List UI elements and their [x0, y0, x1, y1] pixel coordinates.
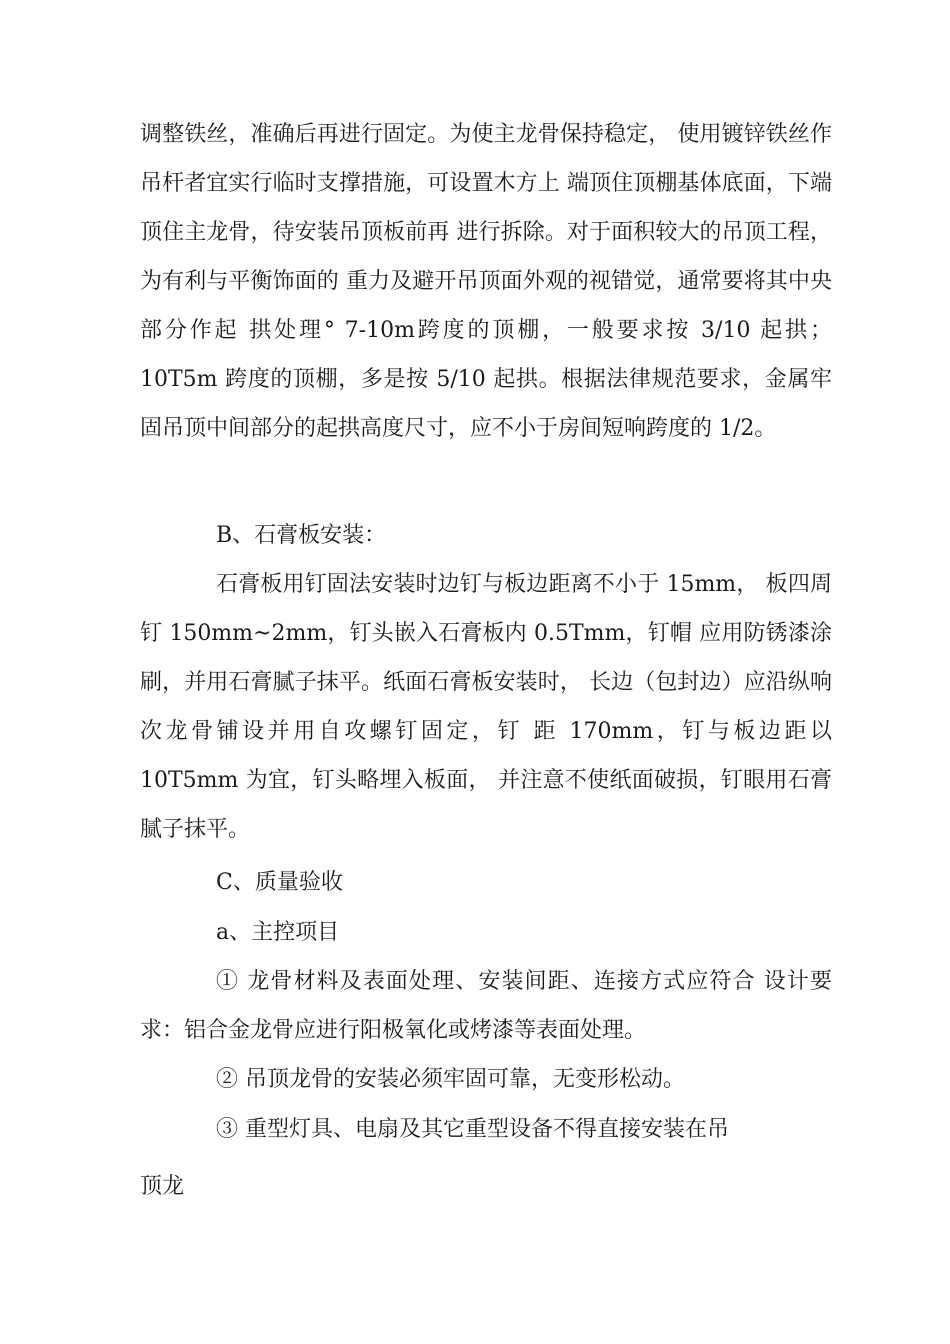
paragraph-gypsum-install: 石膏板用钉固法安装时边钉与板边距离不小于 15mm， 板四周钉 150mm~2mm，钉头嵌入石膏板内 0.5Tmm，钉帽 应用防锈漆涂刷，并用石膏腻子抹平。纸面石膏板安装时， 长边（包封边）应沿纵响次龙骨铺设并用自攻螺钉固定，钉 距 170mm，钉与板边距以 10T5mm 为宜，钉头略埋入板面， 并注意不使纸面破损，钉眼用石膏腻子抹平。 — [140, 572, 832, 842]
body-text-block-1 — [140, 110, 832, 453]
list-item-1: ① 龙骨材料及表面处理、安装间距、连接方式应符合 设计要求：铝合金龙骨应进行阳极氧化或烤漆等表面处理。 — [140, 969, 832, 1043]
list-item-3: ③ 重型灯具、电扇及其它重型设备不得直接安装在吊 — [216, 1117, 729, 1142]
paragraph-ceiling-arch: 调整铁丝，准确后再进行固定。为使主龙骨保持稳定， 使用镀锌铁丝作吊杆者宜实行临时支撑措施，可设置木方上 端顶住顶棚基体底面，下端顶住主龙骨，待安装吊顶板前再 进行拆除。对于面积较大的吊顶工程，为有利与平衡饰面的 重力及避开吊顶面外观的视错觉，通常要将其中央部分作起 拱处理° 7-10m跨度的顶棚，一般要求按 3/10 起拱；10T5m 跨度的顶棚，多是按 5/10 起拱。根据法律规范要求，金属牢 固吊顶中间部分的起拱高度尺寸，应不小于房间短响跨度的 1/2。 — [140, 122, 832, 441]
body-text-block-3 — [140, 560, 832, 854]
body-text-block-9 — [140, 1162, 832, 1211]
body-text-block-5 — [140, 908, 832, 957]
body-text-block-2 — [140, 511, 832, 560]
list-item-3-continuation: 顶龙 — [140, 1174, 185, 1199]
heading-gypsum-install: B、石膏板安装： — [216, 523, 387, 548]
body-text-block-6 — [140, 957, 832, 1055]
heading-main-control-items: a、主控项目 — [216, 920, 340, 945]
list-item-2: ② 吊顶龙骨的安装必须牢固可靠，无变形松动。 — [216, 1067, 685, 1092]
body-text-block-7 — [140, 1055, 832, 1104]
body-text-block-8 — [140, 1105, 832, 1154]
body-text-block-4 — [140, 858, 832, 907]
heading-quality-acceptance: C、质量验收 — [216, 870, 343, 895]
